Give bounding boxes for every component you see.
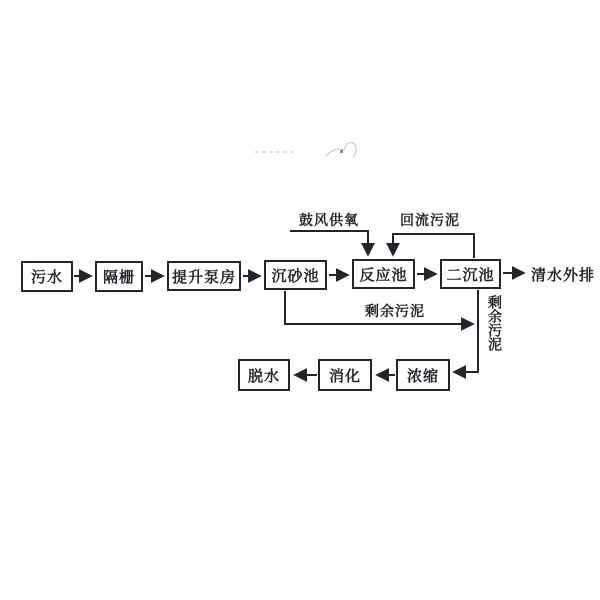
node-lift-pump-station: 提升泵房 bbox=[167, 261, 241, 291]
line-return-sludge bbox=[393, 234, 474, 258]
label-return-sludge: 回流污泥 bbox=[400, 212, 460, 228]
label-effluent-discharge: 清水外排 bbox=[531, 267, 596, 284]
node-dewatering: 脱水 bbox=[238, 359, 290, 391]
label-blast-aeration: 鼓风供氧 bbox=[299, 212, 359, 228]
label-surplus-sludge-horizontal: 剩余污泥 bbox=[365, 303, 425, 319]
line-blast-aeration bbox=[290, 231, 368, 254]
node-grit-chamber: 沉砂池 bbox=[264, 260, 327, 290]
node-secondary-clarifier: 二沉池 bbox=[440, 259, 501, 289]
node-sewage: 污水 bbox=[21, 261, 73, 292]
artifact-smudge bbox=[255, 143, 356, 157]
node-reaction-tank: 反应池 bbox=[352, 259, 415, 289]
line-surplus-sludge-vertical bbox=[455, 290, 478, 372]
label-surplus-sludge-vertical: 剩余污泥 bbox=[487, 295, 503, 351]
node-bar-screen: 隔栅 bbox=[95, 261, 143, 292]
node-digestion: 消化 bbox=[318, 359, 372, 391]
node-thickening: 浓缩 bbox=[396, 359, 450, 391]
